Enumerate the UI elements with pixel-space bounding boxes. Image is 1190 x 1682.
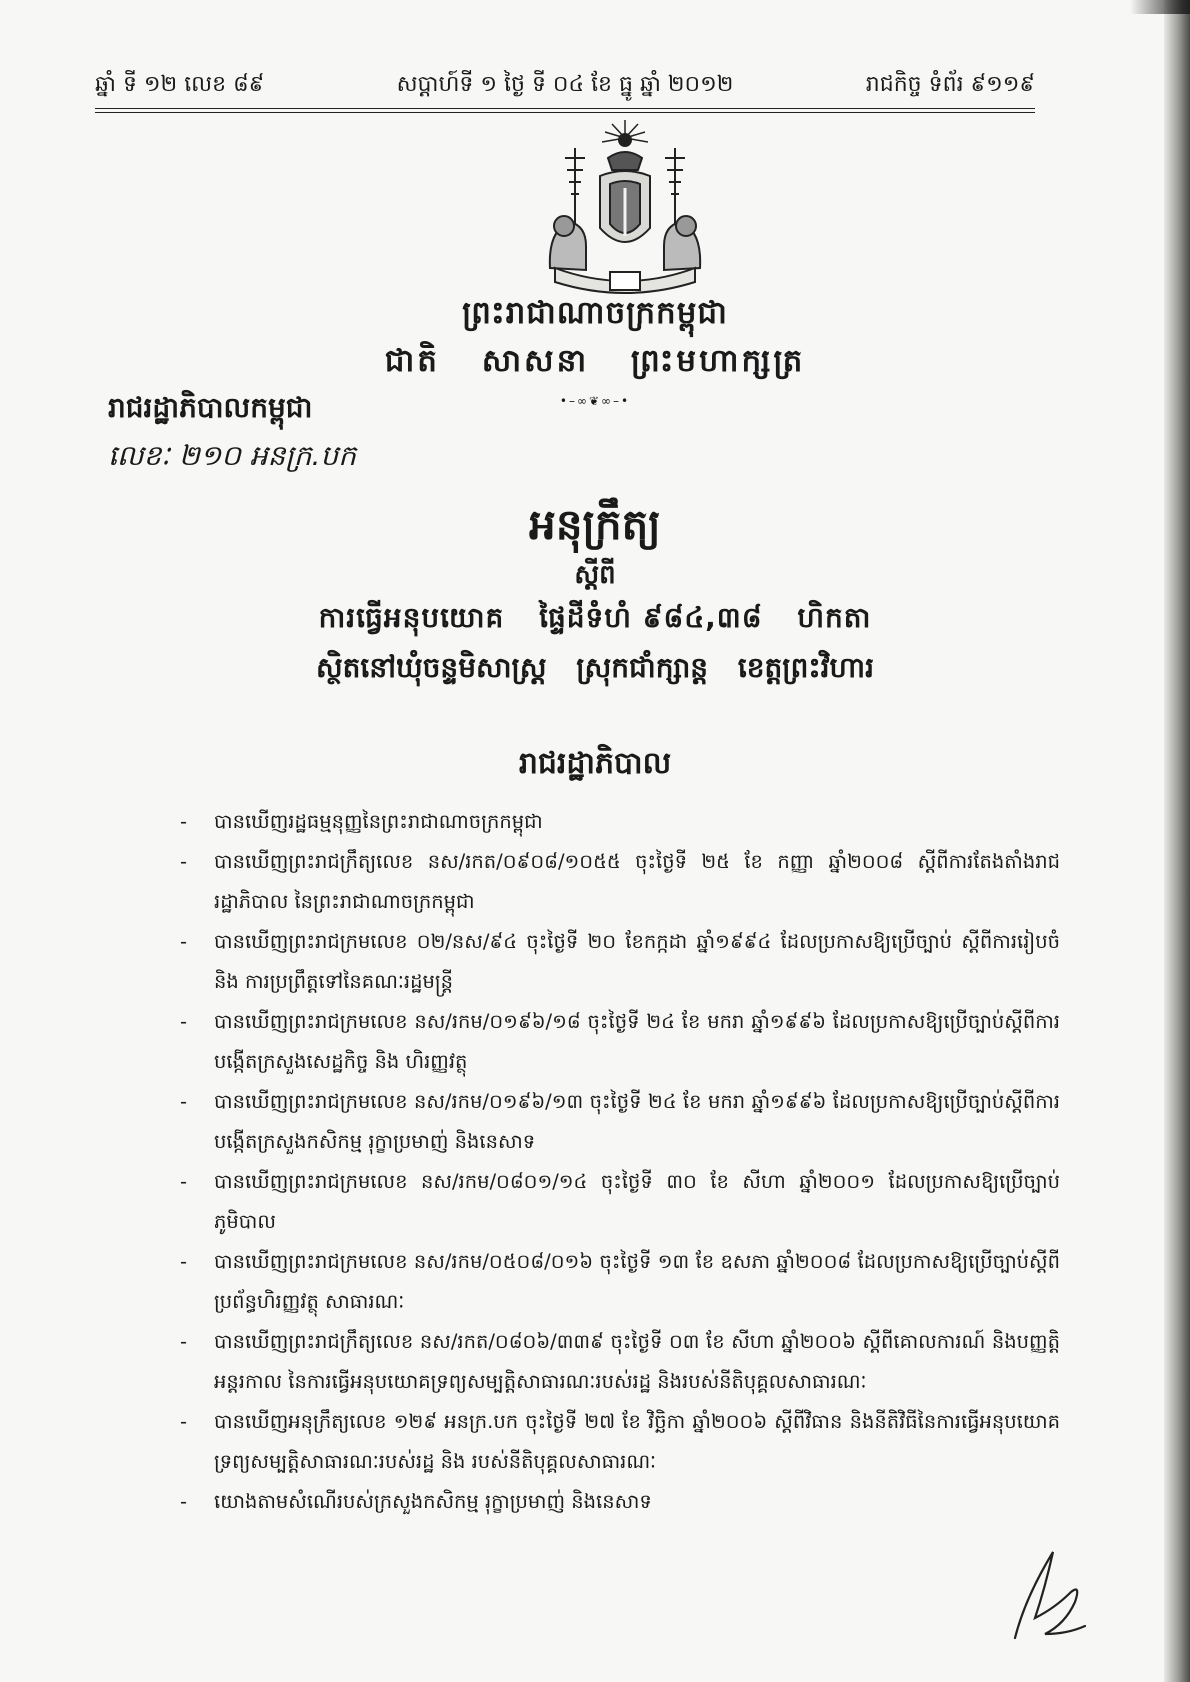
subject-action: ការធ្វើអនុបយោគ [318,601,505,634]
subject-commune: ស្ថិតនៅឃុំចន្ទមិសាស្ត្រ [316,651,547,684]
subject-unit: ហិកតា [797,601,872,634]
list-item: - បានឃើញរដ្ឋធម្មនុញ្ញនៃព្រះរាជាណាចក្រកម្ពុជា [180,810,543,833]
subject-line-1 [0,600,1190,641]
issuer-name: រាជរដ្ឋាភិបាលកម្ពុជា [108,391,313,424]
issuer-block [108,384,356,480]
scan-page-edge [1164,0,1190,1682]
gazette-header [95,66,1035,106]
scan-corner-shadow [1130,0,1190,14]
royal-coat-of-arms-icon [530,118,720,296]
subject-line-2 [0,650,1190,691]
subject-district: ស្រុកជាំក្សាន្ត [576,651,709,684]
list-item: - បានឃើញព្រះរាជក្រឹត្យលេខ នស/រកត/០៨០៦/៣៣៩ ចុះថ្ងៃទី ០៣ ខែ សីហា ឆ្នាំ២០០៦ ស្តីពីគោលការណ៍ និងបញ្ញត្តិអន្តរកាល នៃការធ្វើអនុបយោគទ្រព្យសម្បត្តិសាធារណៈរបស់រដ្ឋ និងរបស់នីតិបុគ្គលសាធារណៈ [180,1330,1060,1393]
government-heading: រាជរដ្ឋាភិបាល [518,746,672,781]
kingdom-name: ព្រះរាជាណាចក្រកម្ពុជា [462,295,728,331]
about-label: ស្តីពី [574,560,616,590]
subject-province: ខេត្តព្រះវិហារ [737,651,874,684]
gazette-page-number: រាជកិច្ច ទំព័រ ៩១១៩ [865,72,1035,97]
list-item: - យោងតាមសំណើរបស់ក្រសួងកសិកម្ម រុក្ខាប្រមាញ់ និងនេសាទ [180,1490,652,1513]
list-item: - បានឃើញអនុក្រឹត្យលេខ ១២៩ អនក្រ.បក ចុះថ្ងៃទី ២៧ ខែ វិច្ឆិកា ឆ្នាំ២០០៦ ស្តីពីវិធាន និងនីតិវិធីនៃការធ្វើអនុបយោគទ្រព្យសម្បត្តិសាធារណៈរបស់រដ្ឋ និង របស់នីតិបុគ្គលសាធារណៈ [180,1410,1060,1473]
national-motto [0,342,1190,387]
reference-number: លេខៈ ២១០ អនក្រ.បក [108,439,356,472]
list-item: - បានឃើញព្រះរាជក្រមលេខ នស/រកម/០១៩៦/១៣ ចុះថ្ងៃទី ២៤ ខែ មករា ឆ្នាំ១៩៩៦ ដែលប្រកាសឱ្យប្រើច្បាប់ស្តីពីការបង្កើតក្រសួងកសិកម្ម រុក្ខាប្រមាញ់ និងនេសាទ [180,1090,1060,1153]
motto-religion: សាសនា [481,343,590,379]
gazette-date: សប្តាហ៍ទី ១ ថ្ងៃ ទី ០៤ ខែ ធ្នូ ឆ្នាំ ២០១២ [396,72,734,97]
list-item: - បានឃើញព្រះរាជក្រឹត្យលេខ នស/រកត/០៩០៨/១០៥៥ ចុះថ្ងៃទី ២៥ ខែ កញ្ញា ឆ្នាំ២០០៨ ស្តីពីការតែងតាំងរាជរដ្ឋាភិបាល នៃព្រះរាជាណាចក្រកម្ពុជា [180,850,1060,913]
considerations-list [180,802,1060,1522]
list-item: - បានឃើញព្រះរាជក្រមលេខ នស/រកម/០៥០៨/០១៦ ចុះថ្ងៃទី ១៣ ខែ ឧសភា ឆ្នាំ២០០៨ ដែលប្រកាសឱ្យប្រើច្បាប់ស្តីពីប្រព័ន្ធហិរញ្ញវត្ថុ សាធារណៈ [180,1250,1060,1313]
list-item: - បានឃើញព្រះរាជក្រមលេខ នស/រកម/០១៩៦/១៨ ចុះថ្ងៃទី ២៤ ខែ មករា ឆ្នាំ១៩៩៦ ដែលប្រកាសឱ្យប្រើច្បាប់ស្តីពីការបង្កើតក្រសួងសេដ្ឋកិច្ច និង ហិរញ្ញវត្ថុ [180,1010,1060,1073]
gazette-issue: ឆ្នាំ ទី ១២ លេខ ៨៩ [95,72,265,97]
subject-area: ផ្ទៃដីទំហំ ៩៨៤,៣៨ [539,601,763,634]
list-item: - បានឃើញព្រះរាជក្រមលេខ នស/រកម/០៨០១/១៤ ចុះថ្ងៃទី ៣០ ខែ សីហា ឆ្នាំ២០០១ ដែលប្រកាសឱ្យប្រើច្បាប់ភូមិបាល [180,1170,1060,1233]
list-item: - បានឃើញព្រះរាជក្រមលេខ ០២/នស/៩៤ ចុះថ្ងៃទី ២០ ខែកក្កដា ឆ្នាំ១៩៩៤ ដែលប្រកាសឱ្យប្រើច្បាប់ ស្តីពីការរៀបចំ និង ការប្រព្រឹត្តទៅនៃគណៈរដ្ឋមន្ត្រី [180,930,1060,993]
motto-king: ព្រះមហាក្សត្រ [630,343,806,379]
initial-signature [1005,1538,1095,1648]
document-title: អនុក្រឹត្យ [529,500,661,549]
motto-nation: ជាតិ [384,343,440,379]
header-rule [95,108,1035,113]
ornament-divider: •–∞❦∞–• [559,394,631,408]
